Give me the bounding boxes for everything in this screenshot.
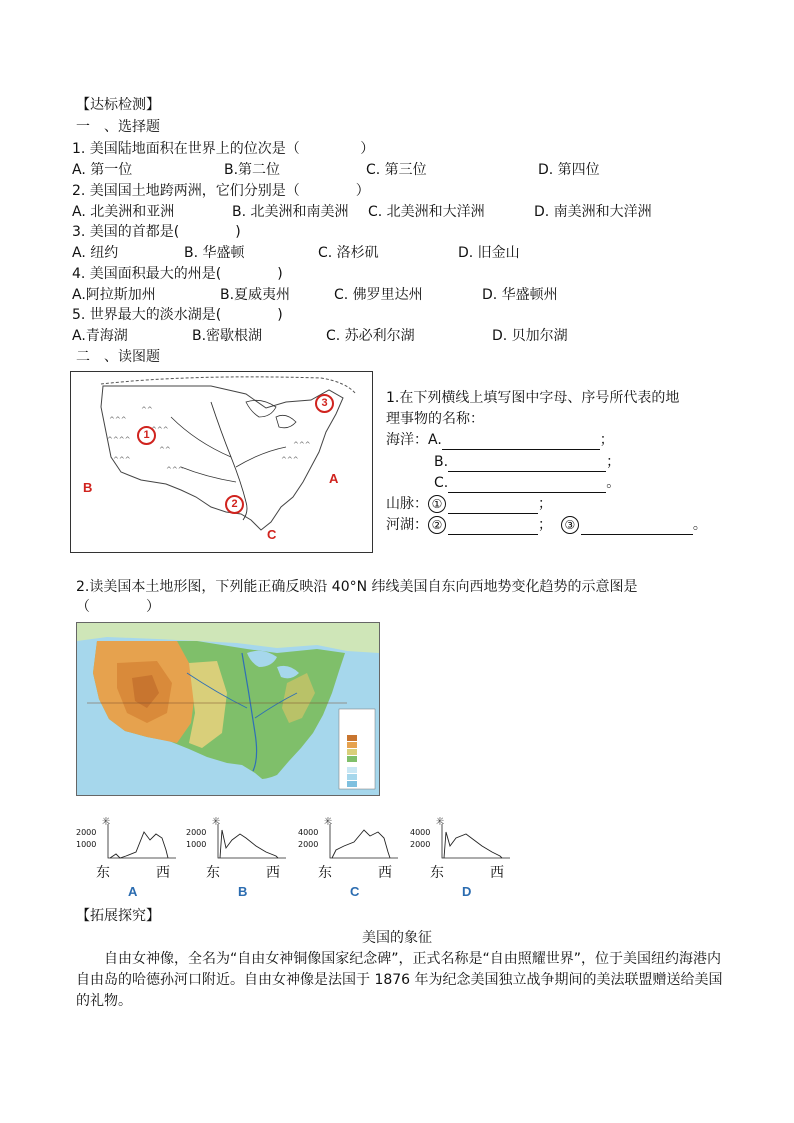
profile-unit: 米	[324, 817, 332, 826]
profile-west-label: 西	[378, 865, 392, 881]
profile-letter: A	[128, 884, 138, 899]
profile-east-label: 东	[206, 865, 220, 881]
fill-ocean-a	[386, 430, 614, 450]
ocean-c-letter: C.	[434, 475, 449, 491]
profile-west-label: 西	[490, 865, 504, 881]
map-marker-2: 2	[225, 495, 244, 514]
ocean-c-period: 。	[606, 475, 621, 491]
profile-axis	[330, 824, 398, 858]
map-label-a: A	[329, 471, 339, 486]
us-physical-map	[76, 622, 380, 796]
fill-ocean-b	[434, 452, 620, 472]
question-1-option-d[interactable]: D. 第四位	[538, 162, 600, 178]
q2-text-line2: （ ）	[76, 599, 160, 615]
river-circle-2: ②	[428, 516, 446, 534]
mountain-semi: ；	[538, 496, 552, 512]
profile-option-b[interactable]	[186, 817, 296, 899]
profile-option-a[interactable]	[76, 817, 186, 899]
ocean-a-blank[interactable]	[442, 433, 600, 450]
profile-tick: 2000	[186, 828, 207, 837]
map-label-b: B	[83, 480, 93, 495]
profile-tick: 1000	[186, 840, 207, 849]
question-2-stem: 2. 美国国土地跨两洲，它们分别是（ ）	[72, 182, 370, 199]
question-2-option-b[interactable]: B. 北美洲和南美洲	[232, 203, 349, 220]
question-5-option-b[interactable]: B.密歇根湖	[192, 328, 263, 344]
river-semi: ；	[538, 517, 552, 533]
profile-line	[332, 830, 390, 858]
mountain-label: 山脉：	[386, 496, 428, 512]
question-3-stem: 3. 美国的首都是( )	[72, 224, 241, 240]
question-5-stem: 5. 世界最大的淡水湖是( )	[72, 307, 283, 323]
map-label-c: C	[267, 527, 277, 542]
us-physical-svg	[77, 623, 379, 795]
river-circle-3: ③	[561, 516, 579, 534]
profile-tick: 4000	[298, 828, 319, 837]
mountain-circle-1: ①	[428, 495, 446, 513]
question-1-options	[72, 160, 712, 180]
question-4-option-c[interactable]: C. 佛罗里达州	[334, 286, 423, 303]
ocean-a-semi: ；	[599, 432, 614, 448]
profile-unit: 米	[436, 817, 444, 826]
river-blank-3[interactable]	[581, 518, 693, 535]
question-3-option-b[interactable]: B. 华盛顿	[184, 245, 245, 261]
river-label: 河湖：	[386, 517, 428, 533]
article-title: 美国的象征	[362, 930, 432, 946]
svg-text:^^^: ^^^	[166, 466, 184, 474]
profile-tick: 2000	[76, 828, 97, 837]
profile-east-label: 东	[96, 865, 110, 881]
question-4-stem: 4. 美国面积最大的州是( )	[72, 265, 283, 282]
svg-text:^^^^: ^^^^	[107, 436, 131, 444]
section-title-check: 【达标检测】	[76, 97, 160, 113]
profile-west-label: 西	[266, 865, 280, 881]
profile-unit: 米	[212, 817, 220, 826]
ocean-b-letter: B.	[434, 454, 449, 470]
svg-text:^^: ^^	[159, 446, 171, 454]
ocean-b-blank[interactable]	[448, 455, 606, 472]
profile-west-label: 西	[156, 865, 170, 881]
question-5-options	[72, 326, 712, 346]
question-2-option-c[interactable]: C. 北美洲和大洋洲	[368, 203, 485, 220]
profile-axis	[108, 824, 176, 858]
question-5-option-c[interactable]: C. 苏必利尔湖	[326, 328, 415, 344]
question-3-options	[72, 243, 712, 263]
profile-unit: 米	[102, 817, 110, 826]
question-4-options	[72, 285, 712, 305]
ocean-a-letter: A.	[428, 432, 442, 448]
question-3-option-d[interactable]: D. 旧金山	[458, 245, 520, 261]
svg-text:^^^: ^^^	[293, 441, 311, 449]
question-2-option-d[interactable]: D. 南美洲和大洋洲	[534, 203, 652, 220]
us-outline-map	[70, 371, 373, 553]
ocean-b-semi: ；	[606, 454, 621, 470]
article-body: 自由女神像，全名为“自由女神铜像国家纪念碑”，正式名称是“自由照耀世界”，位于美国纽约海港内自由岛的哈德孙河口附近。自由女神像是法国于 1876 年为纪念美国独立战争期间的美法联盟赠送给美国的礼物。	[76, 951, 723, 1009]
fill-ocean-c	[434, 473, 620, 493]
profile-letter: D	[462, 884, 472, 899]
question-4-option-d[interactable]: D. 华盛顿州	[482, 286, 558, 303]
profile-tick: 2000	[410, 840, 431, 849]
profile-letter: B	[238, 884, 248, 899]
question-3-option-c[interactable]: C. 洛杉矶	[318, 245, 379, 261]
svg-text:^^^: ^^^	[151, 426, 169, 434]
map-marker-3: 3	[315, 394, 334, 413]
question-5-option-d[interactable]: D. 贝加尔湖	[492, 328, 568, 344]
question-4-option-a[interactable]: A.阿拉斯加州	[72, 286, 156, 303]
ocean-label: 海洋：	[386, 432, 428, 448]
profile-axis	[218, 824, 286, 858]
q1-text-line1: 1.在下列横线上填写图中字母、序号所代表的地	[386, 390, 680, 406]
profile-option-c[interactable]	[298, 817, 408, 899]
question-2-options	[72, 202, 712, 222]
river-blank-2[interactable]	[448, 518, 538, 535]
svg-text:^^^: ^^^	[281, 456, 299, 464]
question-2-option-a[interactable]: A. 北美洲和亚洲	[72, 203, 175, 220]
fill-river	[386, 515, 707, 535]
question-5-option-a[interactable]: A.青海湖	[72, 328, 128, 344]
fill-mountain	[386, 494, 552, 514]
ocean-c-blank[interactable]	[448, 476, 606, 493]
river-period: 。	[692, 517, 707, 533]
profile-option-d[interactable]	[410, 817, 520, 899]
profile-east-label: 东	[318, 865, 332, 881]
profile-line	[110, 832, 168, 858]
profile-letter: C	[350, 884, 360, 899]
profile-tick: 2000	[298, 840, 319, 849]
question-4-option-b[interactable]: B.夏威夷州	[220, 286, 291, 303]
question-1-option-b[interactable]: B.第二位	[224, 162, 281, 178]
question-1-option-c[interactable]: C. 第三位	[366, 162, 427, 178]
q1-text-line2: 理事物的名称：	[386, 411, 484, 427]
svg-text:^^: ^^	[141, 406, 153, 414]
q2-text-line1: 2.读美国本土地形图，下列能正确反映沿 40°N 纬线美国自东向西地势变化趋势的示意图是	[76, 579, 638, 595]
profile-east-label: 东	[430, 865, 444, 881]
map-marker-1: 1	[137, 426, 156, 445]
svg-text:^^^: ^^^	[109, 416, 127, 424]
svg-text:^^^: ^^^	[113, 456, 131, 464]
question-3-option-a[interactable]: A. 纽约	[72, 245, 119, 261]
part2-title: 二 、读图题	[76, 349, 160, 365]
mountain-blank-1[interactable]	[448, 497, 538, 514]
question-1-option-a[interactable]: A. 第一位	[72, 162, 133, 178]
profile-line	[220, 830, 278, 858]
section-title-extend: 【拓展探究】	[76, 908, 160, 924]
part1-title: 一 、选择题	[76, 119, 160, 135]
profile-tick: 1000	[76, 840, 97, 849]
question-1-stem: 1. 美国陆地面积在世界上的位次是（ ）	[72, 141, 375, 157]
profile-line	[444, 832, 502, 858]
profile-tick: 4000	[410, 828, 431, 837]
